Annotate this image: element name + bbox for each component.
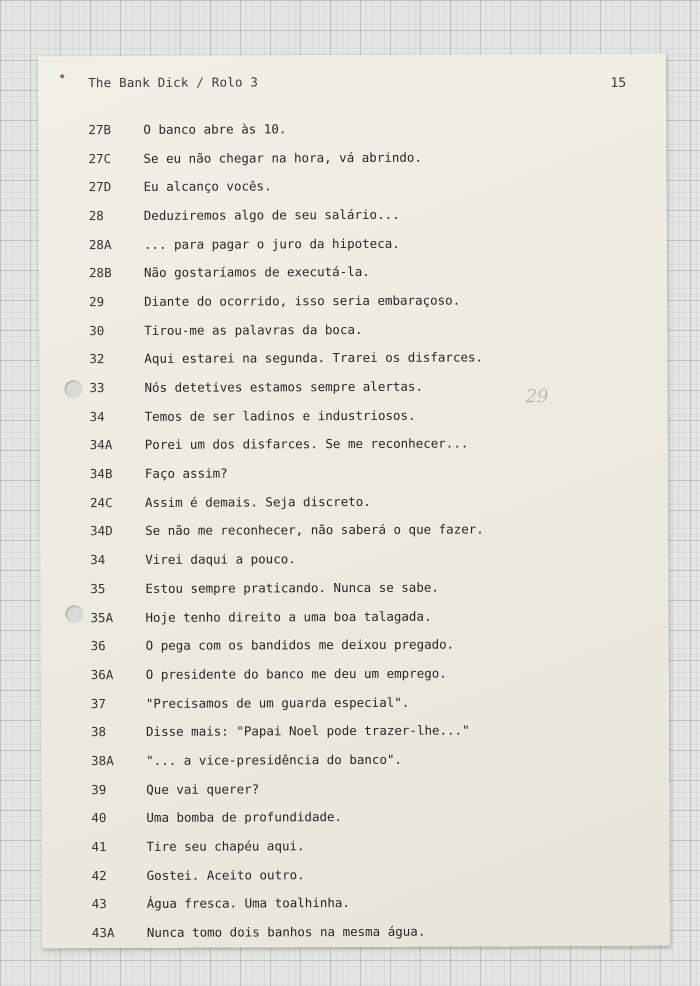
subtitle-line <box>92 917 486 947</box>
line-text: Gostei. Aceito outro. <box>146 866 305 883</box>
line-text: Diante do ocorrido, isso seria embaraçoso. <box>144 292 461 309</box>
line-code: 30 <box>89 322 105 338</box>
line-code: 28 <box>88 207 104 224</box>
subtitle-line <box>90 601 484 631</box>
line-code: 34B <box>89 466 113 482</box>
line-text: Tire seu chapéu aqui. <box>146 838 305 854</box>
line-code: 43 <box>91 896 107 912</box>
line-code: 37 <box>90 695 106 711</box>
line-code: 40 <box>91 810 107 826</box>
subtitle-line <box>89 372 483 402</box>
subtitle-line <box>91 745 485 775</box>
subtitle-line <box>89 199 483 229</box>
subtitle-line <box>92 859 486 889</box>
punch-hole-top <box>64 380 82 398</box>
line-code: 36A <box>90 666 114 683</box>
line-text: Disse mais: "Papai Noel pode trazer-lhe..." <box>145 722 470 740</box>
subtitle-line <box>91 831 485 861</box>
line-code: 39 <box>91 781 107 797</box>
line-code: 34A <box>89 437 113 453</box>
line-code: 43A <box>91 925 115 941</box>
typed-page <box>38 54 670 949</box>
line-text: O pega com os bandidos me deixou pregado. <box>145 636 455 654</box>
line-text: Faço assim? <box>144 465 228 482</box>
line-text: Nós detetives estamos sempre alertas. <box>144 378 423 395</box>
subtitle-line <box>91 773 485 803</box>
line-text: O presidente do banco me deu um emprego. <box>145 665 447 682</box>
ink-mark <box>60 74 64 78</box>
line-code: 28B <box>88 265 112 281</box>
line-code: 27C <box>88 150 112 166</box>
line-text: Se não me reconhecer, não saberá o que fazer. <box>145 521 484 539</box>
line-code: 34 <box>89 408 105 424</box>
line-text: Porei um dos disfarces. Se me reconhecer... <box>144 435 469 453</box>
line-text: Não gostaríamos de executá-la. <box>143 264 370 281</box>
subtitle-line <box>89 257 483 287</box>
line-text: Temos de ser ladinos e industriosos. <box>144 407 416 424</box>
pencil-annotation: 29 <box>525 386 549 408</box>
subtitle-line <box>89 171 483 201</box>
line-text: Água fresca. Uma toalhinha. <box>146 895 350 912</box>
line-text: Eu alcanço vocês. <box>143 178 272 195</box>
line-code: 29 <box>89 294 105 310</box>
line-code: 35 <box>90 580 106 596</box>
line-text: Deduziremos algo de seu salário... <box>143 206 400 223</box>
line-code: 42 <box>91 867 107 883</box>
subtitle-line <box>91 802 485 832</box>
line-text: Virei daqui a pouco. <box>145 551 296 568</box>
line-code: 34 <box>90 552 106 568</box>
subtitle-line <box>89 343 483 373</box>
line-code: 27D <box>88 179 112 195</box>
line-code: 34D <box>90 523 113 539</box>
subtitle-line <box>90 400 484 430</box>
subtitle-line <box>91 658 485 688</box>
subtitle-line <box>90 572 484 602</box>
subtitle-line <box>90 429 484 459</box>
line-text: Hoje tenho direito a uma boa talagada. <box>145 608 432 625</box>
line-text: "Precisamos de um guarda especial". <box>145 694 410 711</box>
subtitle-line <box>90 486 484 516</box>
subtitle-line <box>92 888 486 918</box>
line-code: 24C <box>89 494 113 510</box>
line-code: 38 <box>90 724 107 740</box>
subtitle-line <box>88 113 482 143</box>
line-text: Assim é demais. Seja discreto. <box>144 493 371 510</box>
line-code: 28A <box>88 236 112 252</box>
line-text: Aqui estarei na segunda. Trarei os disfarces. <box>144 349 484 367</box>
line-text: "... a vice-presidência do banco". <box>146 751 403 768</box>
line-code: 36 <box>90 638 106 654</box>
line-text: Nunca tomo dois banhos na mesma água. <box>146 923 426 941</box>
line-text: Se eu não chegar na hora, vá abrindo. <box>143 149 422 166</box>
subtitle-line <box>88 142 482 172</box>
line-text: Uma bomba de profundidade. <box>146 809 343 826</box>
subtitle-line <box>90 458 484 488</box>
page-number: 15 <box>610 75 627 91</box>
line-code: 33 <box>89 380 105 396</box>
subtitle-line <box>90 544 484 574</box>
subtitle-list <box>88 113 485 947</box>
line-text: Que vai querer? <box>146 781 260 797</box>
subtitle-line <box>91 630 485 660</box>
line-text: ... para pagar o juro da hipoteca. <box>143 235 400 252</box>
line-code: 35A <box>90 609 114 625</box>
subtitle-line <box>89 314 483 344</box>
line-text: O banco abre às 10. <box>143 121 287 137</box>
document-header: The Bank Dick / Rolo 3 <box>88 74 259 91</box>
subtitle-line <box>91 687 485 717</box>
subtitle-line <box>90 515 484 545</box>
line-code: 32 <box>89 351 105 367</box>
line-code: 27B <box>88 121 111 137</box>
subtitle-line <box>89 286 483 316</box>
subtitle-line <box>91 716 485 746</box>
line-code: 41 <box>91 839 107 855</box>
subtitle-line <box>89 228 483 258</box>
line-code: 38A <box>91 753 114 769</box>
line-text: Tirou-me as palavras da boca. <box>144 321 363 338</box>
punch-hole-bottom <box>65 605 83 623</box>
line-text: Estou sempre praticando. Nunca se sabe. <box>145 579 439 596</box>
